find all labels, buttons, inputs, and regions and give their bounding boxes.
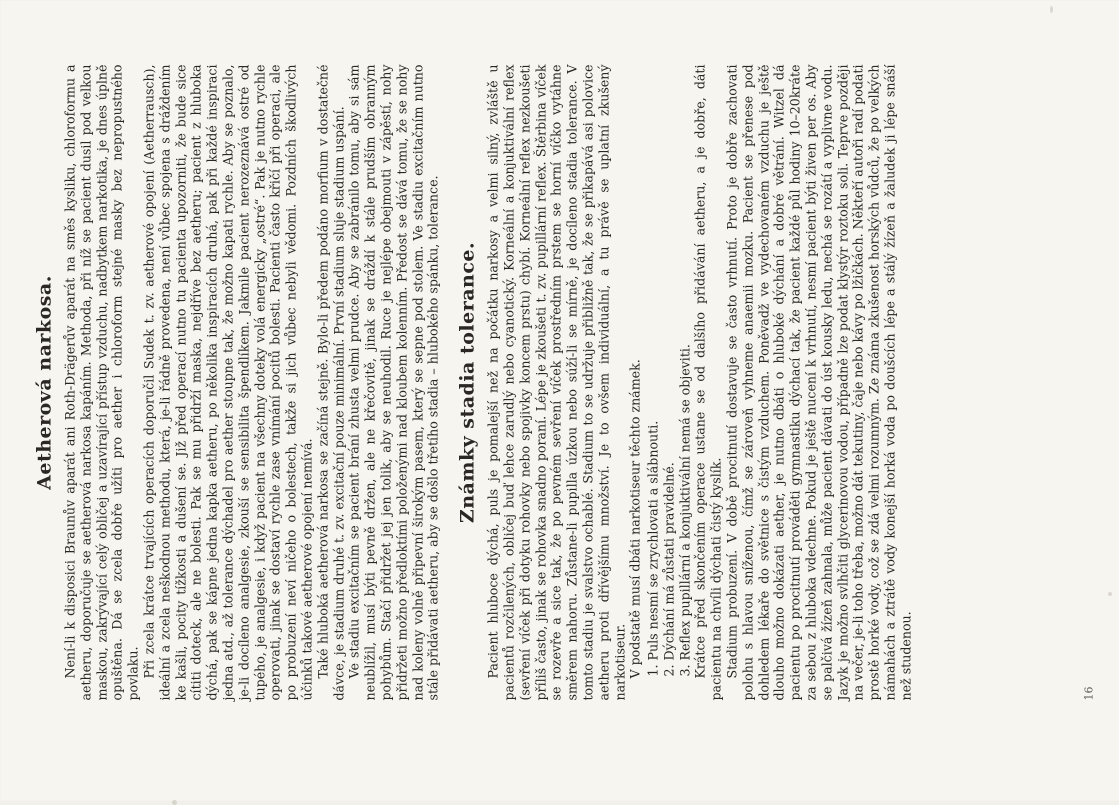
scan-speck: [1050, 6, 1053, 13]
page-number: 16: [1082, 686, 1096, 700]
list-item: 2. Dýchání má zůstati pravidelné.: [661, 64, 677, 660]
paragraph: Také hluboká aetherová narkosa se začíná stejně. Bylo-li předem podáno morfium v dostatečné dávce, je stadium druhé t. zv. excitační pouze minimální. První stadium sluje stadium uspání.: [314, 64, 346, 700]
paragraph: Stadium probuzení. V době procitnutí dostavuje se často vrhnutí. Proto je dobře zachovati polohu s hlavou sníženou, čímž se zároveň vyhneme anaemii mozku. Pacient se přenese pod dohledem lékaře do světnice s čistým vzduchem. Poněvadž ve vydechovaném vzduchu je ještě dlouho možno dokázati aether, je nutno dbáti o hluboké dýchání a dobré větrání. Witzel dá pacientu po procitnutí prováděti gymnastiku dýchací tak, že pacient každé půl hodiny 10–20kráte za sebou z hluboka vdechne. Pokud je ještě nucení k vrhnutí, nesmí pacient býti živen per os. Aby se palčivá žízeň zahnala, může pacient dávati do úst kousky ledu, nechá se rozátí a vyplivne vodu. Jazyk je možno svlhčiti glycerinovou vodou, případně lze podat klystýr roztoku soli. Teprve později na večer, je-li toho třeba, možno dát tekutiny, čaje nebo kávy po lžičkách. Někteří autoři radí podati prostě horké vody, což se zdá velmi rozumným. Ze známa zkušenost horských vůdců, že po velkých námahách a ztrátě vody konejší horká voda po doušcích lépe a stálý žízeň a žaludek ji lépe snáší než studenou.: [724, 64, 913, 700]
list-item: 3. Reflex pupillární a konjuktivální nemá se objeviti.: [677, 64, 693, 660]
paragraph: V podstatě musí dbáti narkotiseur těchto známek.: [627, 358, 643, 678]
scan-speck: [1108, 592, 1112, 596]
paragraph: Ve stadiu excitačním se pacient brání zhusta velmi prudce. Aby se zabránilo tomu, aby si sám neublížil, musí býti pevně držen, ale ne křečovitě, jinak se dráždí k stále prudším obranným pohybům. Stačí přidržet jej jen tolik, aby se neuhodil. Ruce je nejlépe obejmouti v zápěstí, nohy přidržeti možno předloktími položenými nad kloubem kolenním. Předost se dává tomu, že se nohy nad koleny volně připevní širokým pasem, který se sepne pod stolem. Ve stadiu excitačním nutno stále přidávati aetheru, aby se došlo třetího stadia – hlubokého spánku, tolerance.: [346, 64, 441, 700]
paragraph: Není-li k disposici Braunův aparát ani Roth-Drägerův aparát na směs kysliku, chloroformu a aetheru, doporučuje se aetherová narkosa kapáním. Methoda, při níž se pacient dusil pod velkou maskou, zakrývající celý obličej a uzavírající přístup vzduchu, nadbytkem narkotika, je dnes úplně opuštěna. Dá se zcela dobře užíti pro aether i chloroform stejné masky bez nepropustného povlaku.: [62, 64, 141, 700]
list-item: 1. Puls nesmí se zrychlovati a slábnouti.: [645, 64, 661, 660]
paragraph: Pacient hluboce dýchá, puls je pomalejší než na počátku narkosy a velmi silný, zvláště u pacientů rozčilených, obličej buď lehce zarudlý nebo cyanotický. Korneální a konjuktivální reflex (sevření víček při dotyku rohovky nebo spojivky koncem prstu) chybí. Korneální reflex nezkoušeti příliš často, jinak se rohovka snadno poraní. Lépe je zkoušeti t. zv. pupillární reflex. Štěrbina víček se rozevře a sice tak, že po pevném sevření víček prostředním prstem se horní víčko vytáhne směrem nahoru. Zůstane-li pupilla úzkou nebo súží-li se mírně, je docíleno stadia tolerance. V tomto stadiu je svalstvo ochablé. Stadium to se udržuje přibližně tak, že se přikapává asi polovice aetheru proti dřívějšímu množství. Je to ovšem individuální, a tu právě se uplatní zkušený narkotiseur.: [485, 64, 627, 700]
paragraph: Při zcela krátce trvajících operacích doporučil Sudek t. zv. aetherové opojení (Aetherrausch), ideální a zcela neškodnou methodu, která, je-li řádně provedena, není vůbec spojena s dráždením ke kašli, pocity tížkosti a dušení se. Již před operací nutno tu pacienta upozorniti, že bude sice cítiti doteck, ale ne bolesti. Pak se mu přidrží maska, nejdříve bez aetheru; pacient z hluboka dýchá, pak se kápne jedna kapka aetheru, po několika inspiracích druhá, pak při každé inspiraci jedna atd., až tolerance dýchadel pro aether stoupne tak, že možno kapati rychle. Aby se poznalo, je-li docíleno analgesie, zkouší se sensibilita špendlíkem. Jakmile pacient nerozeznává ostré od tupého, je analgesie, i když pacient na všechny doteky volá energicky „ostré“. Pak je nutno rychle operovati, jinak se dostaví rychle zase vnímání pocitů bolesti. Pacienti často křičí při operaci, ale po probuzení neví ničeho o bolestech, takže si jich vůbec nebyli vědomi. Pozdních škodlivých účinků takové aetherové opojení nemívá.: [140, 64, 314, 700]
section-title-aether-narcosis: Aetherová narkosa.: [33, 274, 55, 490]
tolerance-signs-list: [645, 64, 692, 678]
paragraph: Krátce před skončením operace ustane se od dalšího přidávání aetheru, a je dobře, dáti pacientu na chvíli dýchati čistý kyslík.: [692, 64, 724, 700]
scan-speck: [172, 800, 177, 805]
section-title-tolerance-signs: Známky stadia tolerance.: [456, 241, 479, 523]
